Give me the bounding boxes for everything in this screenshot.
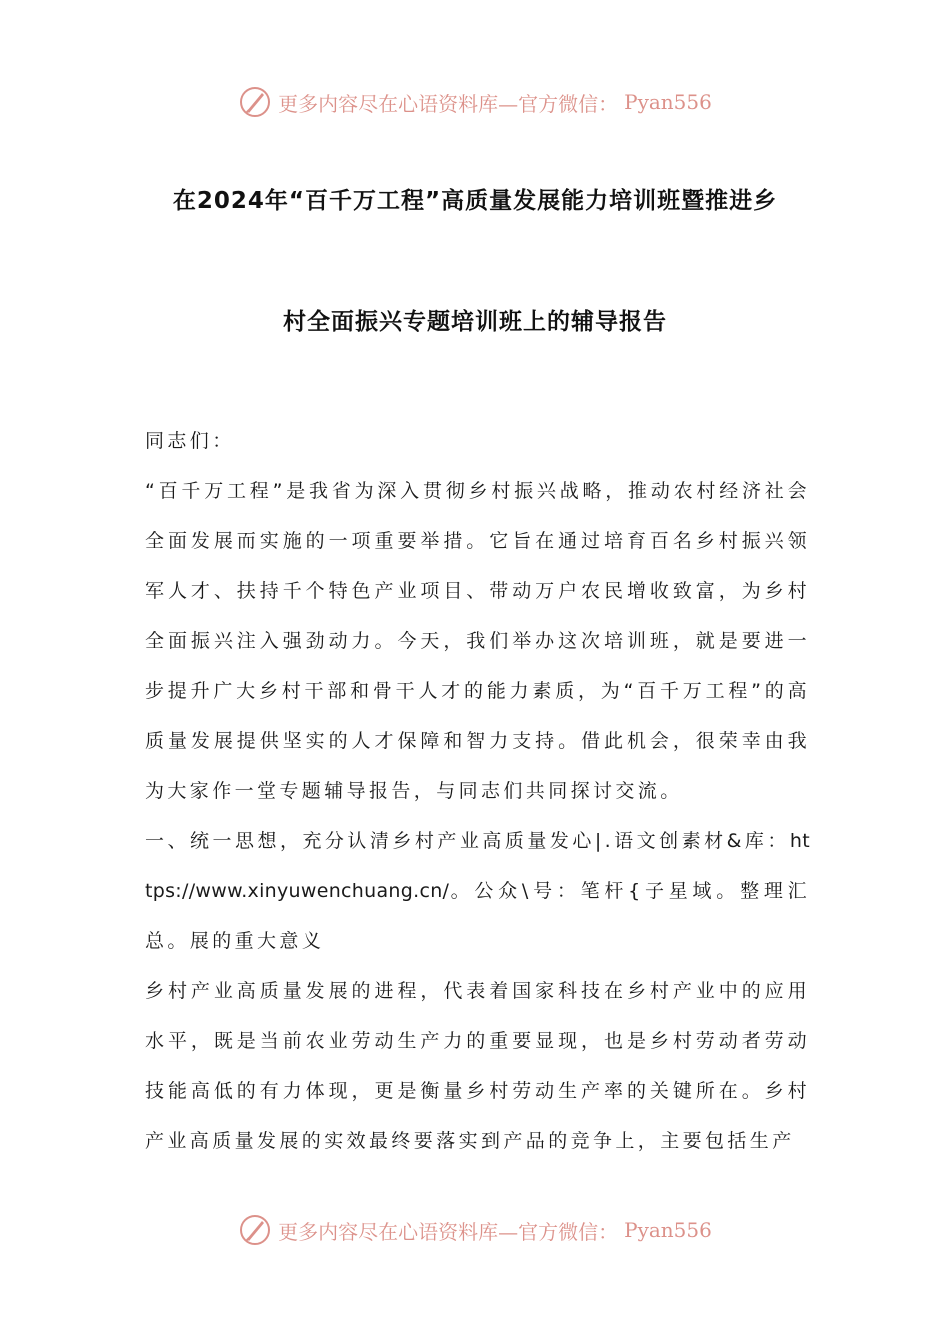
section-1-heading-tail: 展的重大意义 <box>189 930 325 952</box>
section-1-heading-text: 一、统一思想，充分认清乡村产业高质量发心|.语文创素材&库： <box>145 830 790 852</box>
watermark-text: 更多内容尽在心语资料库—官方微信： <box>278 91 619 116</box>
document-title-line-1: 在2024年“百千万工程”高质量发展能力培训班暨推进乡 <box>172 188 778 214</box>
document-title-line-2: 村全面振兴专题培训班上的辅导报告 <box>283 309 667 335</box>
salutation: 同志们： <box>145 430 235 452</box>
paragraph-industry: 乡村产业高质量发展的进程，代表着国家科技在乡村产业中的应用水平，既是当前农业劳动生产力的重要显现，也是乡村劳动者劳动技能高低的有力体现，更是衡量乡村劳动生产率的关键所在。乡村产业高质量发展的实效最终要落实到产品的竞争上，主要包括生产 <box>145 980 810 1152</box>
header-watermark <box>0 82 950 122</box>
section-1-heading-noise: 。公众\号：笔杆{子星域。整理汇总。 <box>145 880 810 952</box>
watermark-wechat-id: Pyan556 <box>624 90 712 114</box>
footer-watermark <box>0 1210 950 1250</box>
paragraph-intro: “百千万工程”是我省为深入贯彻乡村振兴战略，推动农村经济社会全面发展而实施的一项重要举措。它旨在通过培育百名乡村振兴领军人才、扶持千个特色产业项目、带动万户农民增收致富，为乡村全面振兴注入强劲动力。今天，我们举办这次培训班，就是要进一步提升广大乡村干部和骨干人才的能力素质，为“百千万工程”的高质量发展提供坚实的人才保障和智力支持。借此机会，很荣幸由我为大家作一堂专题辅导报告，与同志们共同探讨交流。 <box>145 480 810 802</box>
watermark-text: 更多内容尽在心语资料库—官方微信： <box>278 1219 619 1244</box>
quill-logo-icon <box>238 1213 272 1247</box>
document-body <box>145 416 810 1166</box>
section-1-heading <box>145 816 810 966</box>
watermark-wechat-id: Pyan556 <box>624 1218 712 1242</box>
source-url: https://www.xinyuwenchuang.cn/ <box>145 830 810 902</box>
quill-logo-icon <box>238 85 272 119</box>
